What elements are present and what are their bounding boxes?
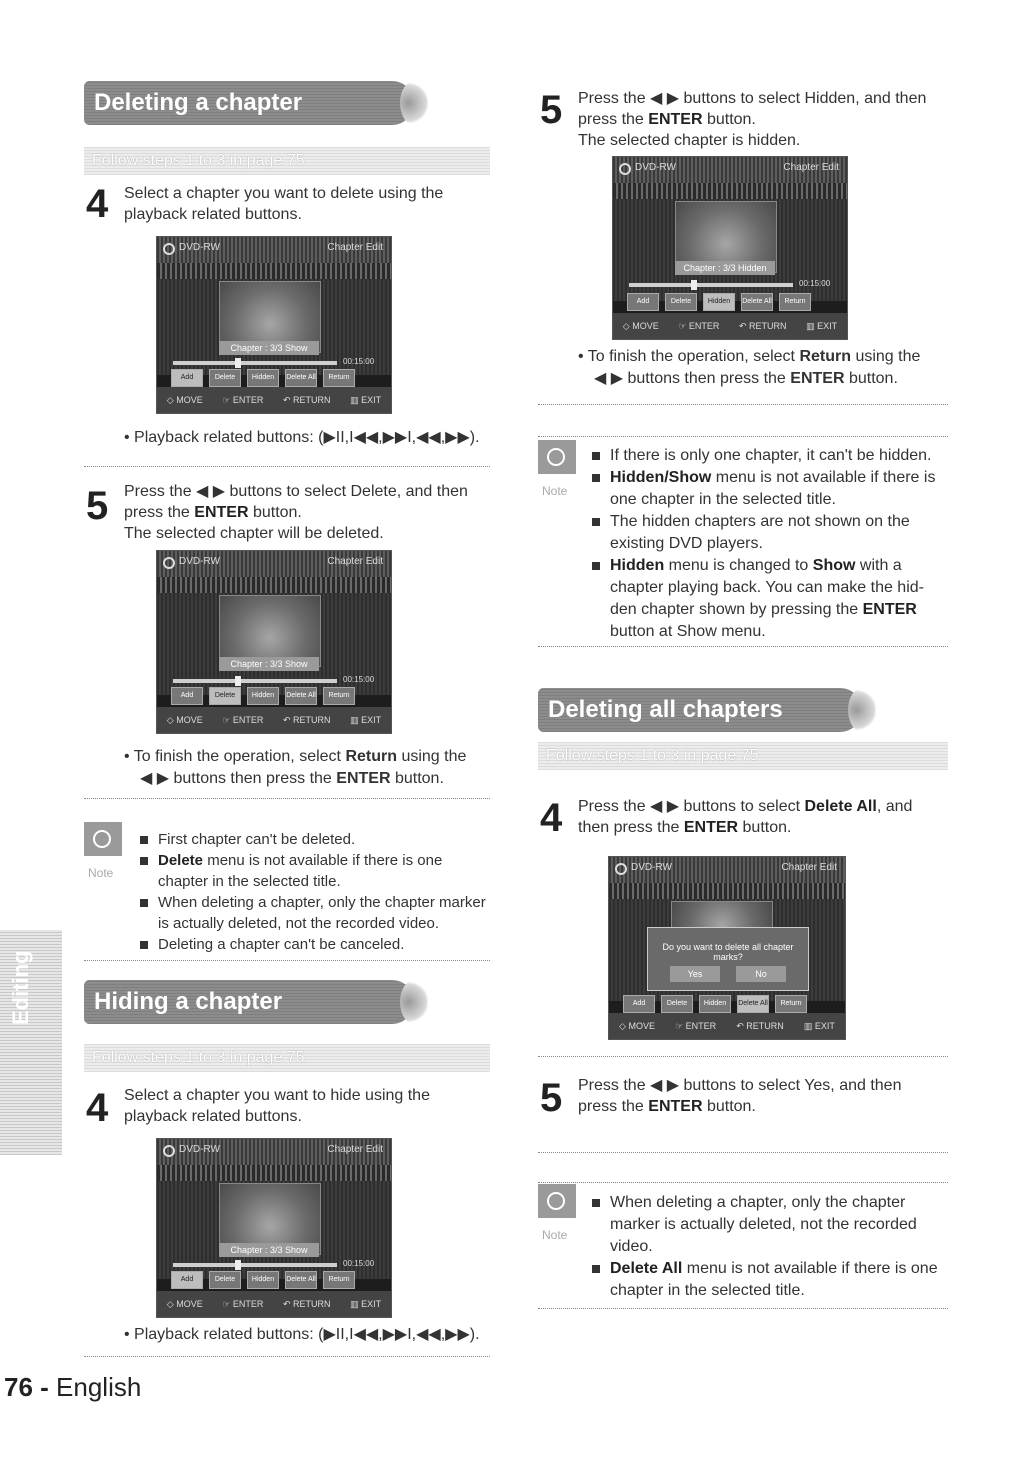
add-button[interactable]: Add bbox=[171, 687, 203, 705]
step-number: 5 bbox=[540, 88, 563, 132]
screen-footer bbox=[613, 313, 847, 339]
divider bbox=[538, 1056, 948, 1057]
text-bold: Return bbox=[345, 748, 397, 765]
hidden-button[interactable]: Hidden bbox=[247, 687, 279, 705]
bullet-playback-buttons: • Playback related buttons: (▶II,I◀◀,▶▶I,◀◀,▶▶). bbox=[124, 429, 480, 446]
return-button[interactable]: Return bbox=[323, 1271, 355, 1289]
screen-delete-step5 bbox=[156, 550, 392, 734]
side-tab-editing bbox=[0, 930, 62, 1155]
return-hint: ↶ RETURN bbox=[739, 320, 787, 331]
section-banner-hiding-chapter: Hiding a chapter bbox=[84, 980, 414, 1024]
bullet-playback-buttons: • Playback related buttons: (▶II,I◀◀,▶▶I,◀◀,▶▶). bbox=[124, 1326, 480, 1343]
step-line bbox=[578, 817, 958, 838]
bullet-finish bbox=[124, 746, 494, 790]
hidden-button[interactable]: Hidden bbox=[247, 369, 279, 387]
chapter-edit-buttons bbox=[171, 1271, 355, 1289]
section-subtitle: Follow steps 1 to 3 in page 75 bbox=[538, 742, 948, 770]
text-bold: Hidden bbox=[610, 557, 665, 574]
text-bold: Hidden/Show bbox=[610, 469, 712, 486]
divider bbox=[84, 798, 490, 799]
exit-hint: ▥ EXIT bbox=[350, 714, 382, 725]
step-line: Press the ◀ ▶ buttons to select Yes, and then bbox=[578, 1077, 902, 1094]
section-subtitle: Follow steps 1 to 3 in page 75 bbox=[84, 147, 490, 175]
step-text bbox=[578, 1075, 958, 1117]
text-fragment: press the bbox=[578, 111, 649, 128]
text-fragment: When deleting a chapter, only the chapter marker is actually deleted, not the recorded video. bbox=[610, 1194, 917, 1255]
screen-strip bbox=[157, 263, 391, 279]
disc-icon bbox=[163, 1145, 175, 1157]
screen-strip bbox=[609, 883, 845, 899]
note-icon bbox=[538, 1184, 576, 1218]
step-line bbox=[578, 796, 958, 817]
screen-hide-step5 bbox=[612, 156, 848, 340]
time-display: 00:15:00 bbox=[799, 279, 831, 288]
text-fragment: then press the bbox=[578, 819, 684, 836]
screen-strip bbox=[613, 183, 847, 199]
move-hint: ◇ MOVE bbox=[166, 394, 203, 405]
screen-header bbox=[613, 157, 847, 183]
screen-header bbox=[157, 237, 391, 263]
add-button[interactable]: Add bbox=[171, 369, 203, 387]
yes-button[interactable]: Yes bbox=[670, 966, 720, 982]
text-fragment: • To finish the operation, select bbox=[578, 348, 800, 365]
screen-title-left: DVD-RW bbox=[179, 242, 220, 253]
add-button[interactable]: Add bbox=[171, 1271, 203, 1289]
return-button[interactable]: Return bbox=[323, 687, 355, 705]
no-button[interactable]: No bbox=[736, 966, 786, 982]
note-item bbox=[140, 892, 492, 934]
step-number: 5 bbox=[86, 484, 109, 528]
note-label: Note bbox=[88, 866, 114, 880]
text-fragment: When deleting a chapter, only the chapter marker is actually deleted, not the recorded video. bbox=[158, 894, 486, 932]
return-hint: ↶ RETURN bbox=[283, 1298, 331, 1309]
text-fragment: using the bbox=[851, 348, 921, 365]
move-hint: ◇ MOVE bbox=[619, 1020, 655, 1031]
note-item bbox=[592, 467, 948, 511]
screen-title-right: Chapter Edit bbox=[783, 162, 839, 173]
step-line: Press the ◀ ▶ buttons to select Delete, and then bbox=[124, 483, 468, 500]
disc-icon bbox=[163, 557, 175, 569]
bullet-line bbox=[578, 346, 958, 368]
screen-header bbox=[157, 1139, 391, 1165]
chapter-edit-buttons bbox=[623, 995, 807, 1013]
text-fragment: button. bbox=[738, 819, 792, 836]
chapter-edit-buttons bbox=[627, 293, 811, 311]
screen-footer bbox=[609, 1013, 845, 1039]
exit-hint: ▥ EXIT bbox=[350, 394, 382, 405]
divider bbox=[538, 646, 948, 647]
step-line bbox=[578, 109, 958, 130]
divider bbox=[538, 1182, 948, 1183]
note-item bbox=[592, 511, 948, 555]
text-fragment: If there is only one chapter, it can't be hidden. bbox=[610, 447, 932, 464]
step-number: 4 bbox=[86, 182, 109, 226]
text-fragment: Deleting a chapter can't be canceled. bbox=[158, 936, 405, 953]
text-bold: Show bbox=[812, 557, 856, 574]
progress-bar bbox=[173, 361, 337, 365]
note-icon bbox=[538, 440, 576, 474]
delete-all-button[interactable]: Delete All bbox=[285, 1271, 317, 1289]
delete-all-button[interactable]: Delete All bbox=[741, 293, 773, 311]
screen-title-left: DVD-RW bbox=[179, 1144, 220, 1155]
text-fragment: button. bbox=[702, 1098, 756, 1115]
exit-hint: ▥ EXIT bbox=[350, 1298, 382, 1309]
screen-header bbox=[609, 857, 845, 883]
text-fragment: Press the ◀ ▶ buttons to select bbox=[578, 798, 805, 815]
text-bold: ENTER bbox=[194, 504, 249, 521]
chapter-caption: Chapter : 3/3 Show bbox=[219, 1243, 319, 1257]
bullet-line bbox=[124, 746, 494, 768]
text-fragment: press the bbox=[578, 1098, 649, 1115]
screen-title-right: Chapter Edit bbox=[327, 1144, 383, 1155]
text-fragment: menu is not available if there is one chapter in the selected title. bbox=[610, 1260, 938, 1299]
text-fragment: menu is changed to bbox=[664, 557, 813, 574]
add-button[interactable]: Add bbox=[627, 293, 659, 311]
progress-bar bbox=[173, 1263, 337, 1267]
enter-hint: ☞ ENTER bbox=[222, 394, 264, 405]
note-icon bbox=[84, 822, 122, 856]
disc-icon bbox=[619, 163, 631, 175]
divider bbox=[84, 466, 490, 467]
confirm-dialog bbox=[647, 927, 809, 991]
step-text bbox=[578, 796, 958, 838]
delete-button[interactable]: Delete bbox=[209, 1271, 241, 1289]
return-button[interactable]: Return bbox=[779, 293, 811, 311]
note-item bbox=[140, 850, 492, 892]
return-button[interactable]: Return bbox=[323, 369, 355, 387]
time-display: 00:15:00 bbox=[343, 1259, 375, 1268]
text-bold: ENTER bbox=[790, 370, 845, 387]
screen-strip bbox=[157, 577, 391, 593]
screen-title-left: DVD-RW bbox=[635, 162, 676, 173]
text-bold: Delete All bbox=[610, 1260, 683, 1277]
step-number: 4 bbox=[86, 1086, 109, 1130]
exit-hint: ▥ EXIT bbox=[803, 1020, 835, 1031]
hidden-button[interactable]: Hidden bbox=[699, 995, 731, 1013]
screen-delete-all bbox=[608, 856, 846, 1040]
return-hint: ↶ RETURN bbox=[736, 1020, 784, 1031]
page-language: English bbox=[56, 1372, 142, 1402]
section-banner-deleting-chapter: Deleting a chapter bbox=[84, 81, 414, 125]
progress-bar bbox=[173, 679, 337, 683]
time-display: 00:15:00 bbox=[343, 675, 375, 684]
text-bold: ENTER bbox=[336, 770, 391, 787]
chapter-edit-buttons bbox=[171, 369, 355, 387]
step-line: The selected chapter is hidden. bbox=[578, 132, 801, 149]
note-label: Note bbox=[542, 484, 568, 498]
note-item bbox=[140, 829, 492, 850]
enter-hint: ☞ ENTER bbox=[675, 1020, 717, 1031]
divider bbox=[84, 960, 490, 961]
disc-icon bbox=[163, 243, 175, 255]
return-hint: ↶ RETURN bbox=[283, 394, 331, 405]
exit-hint: ▥ EXIT bbox=[806, 320, 838, 331]
text-fragment: menu is not available if there is one chapter in the selected title. bbox=[610, 469, 936, 508]
delete-all-button[interactable]: Delete All bbox=[737, 995, 769, 1013]
step-number: 5 bbox=[540, 1076, 563, 1120]
text-bold: ENTER bbox=[648, 111, 703, 128]
step-text: Select a chapter you want to hide using the playback related buttons. bbox=[124, 1087, 430, 1125]
text-bold: ENTER bbox=[648, 1098, 703, 1115]
screen-header bbox=[157, 551, 391, 577]
hidden-button[interactable]: Hidden bbox=[247, 1271, 279, 1289]
divider bbox=[84, 1356, 490, 1357]
screen-title-right: Chapter Edit bbox=[781, 862, 837, 873]
screen-title-left: DVD-RW bbox=[179, 556, 220, 567]
divider bbox=[538, 1152, 948, 1153]
delete-all-button[interactable]: Delete All bbox=[285, 369, 317, 387]
bullet-line bbox=[124, 768, 494, 790]
screen-title-left: DVD-RW bbox=[631, 862, 672, 873]
screen-strip bbox=[157, 1165, 391, 1181]
text-fragment: , and bbox=[876, 798, 913, 815]
text-fragment: menu is not available if there is one chapter in the selected title. bbox=[158, 852, 443, 890]
delete-button[interactable]: Delete bbox=[209, 687, 241, 705]
add-button[interactable]: Add bbox=[623, 995, 655, 1013]
text-fragment: button. bbox=[390, 770, 444, 787]
screen-footer bbox=[157, 387, 391, 413]
hidden-button[interactable]: Hidden bbox=[703, 293, 735, 311]
text-fragment: button. bbox=[844, 370, 898, 387]
text-fragment: button at Show menu. bbox=[610, 623, 766, 640]
step-line bbox=[578, 1096, 958, 1117]
progress-bar bbox=[629, 283, 793, 287]
text-fragment: ◀ ▶ buttons then press the bbox=[140, 770, 337, 787]
step-text: Select a chapter you want to delete using the playback related buttons. bbox=[124, 185, 444, 223]
text-fragment: button. bbox=[702, 111, 756, 128]
divider bbox=[538, 404, 948, 405]
text-fragment: First chapter can't be deleted. bbox=[158, 831, 356, 848]
time-display: 00:15:00 bbox=[343, 357, 375, 366]
enter-hint: ☞ ENTER bbox=[222, 714, 264, 725]
step-number: 4 bbox=[540, 796, 563, 840]
text-fragment: with a chapter playing back. You can make the hid-den chapter shown by pressing the bbox=[610, 557, 924, 618]
note-label: Note bbox=[542, 1228, 568, 1242]
bullet-line bbox=[578, 368, 958, 390]
note-list bbox=[592, 1192, 948, 1302]
note-item bbox=[592, 555, 948, 643]
delete-all-button[interactable]: Delete All bbox=[285, 687, 317, 705]
page-footer bbox=[4, 1372, 141, 1403]
section-banner-deleting-all: Deleting all chapters bbox=[538, 688, 862, 732]
text-fragment: ◀ ▶ buttons then press the bbox=[594, 370, 791, 387]
note-item bbox=[592, 445, 948, 467]
move-hint: ◇ MOVE bbox=[166, 714, 203, 725]
step-line: Press the ◀ ▶ buttons to select Hidden, and then bbox=[578, 90, 927, 107]
delete-button[interactable]: Delete bbox=[209, 369, 241, 387]
note-item bbox=[592, 1258, 948, 1302]
text-fragment: The hidden chapters are not shown on the existing DVD players. bbox=[610, 513, 910, 552]
text-bold: Return bbox=[799, 348, 851, 365]
return-button[interactable]: Return bbox=[775, 995, 807, 1013]
dialog-question: Do you want to delete all chapter marks? bbox=[662, 942, 794, 962]
chapter-edit-buttons bbox=[171, 687, 355, 705]
text-fragment: using the bbox=[397, 748, 467, 765]
enter-hint: ☞ ENTER bbox=[678, 320, 720, 331]
divider bbox=[538, 436, 948, 437]
step-line: The selected chapter will be deleted. bbox=[124, 525, 384, 542]
note-item bbox=[592, 1192, 948, 1258]
screen-title-right: Chapter Edit bbox=[327, 556, 383, 567]
chapter-caption: Chapter : 3/3 Show bbox=[219, 341, 319, 355]
text-fragment: press the bbox=[124, 504, 195, 521]
text-bold: ENTER bbox=[683, 819, 739, 836]
screen-footer bbox=[157, 1291, 391, 1317]
divider bbox=[538, 1308, 948, 1309]
note-list bbox=[592, 445, 948, 643]
move-hint: ◇ MOVE bbox=[622, 320, 659, 331]
disc-icon bbox=[615, 863, 627, 875]
chapter-caption: Chapter : 3/3 Hidden bbox=[675, 261, 775, 275]
delete-button[interactable]: Delete bbox=[665, 293, 697, 311]
note-list bbox=[140, 829, 492, 955]
step-text bbox=[124, 481, 494, 544]
chapter-caption: Chapter : 3/3 Show bbox=[219, 657, 319, 671]
screen-title-right: Chapter Edit bbox=[327, 242, 383, 253]
screen-hide-step4 bbox=[156, 1138, 392, 1318]
section-subtitle: Follow steps 1 to 3 in page 75 bbox=[84, 1044, 490, 1072]
note-item bbox=[140, 934, 492, 955]
enter-hint: ☞ ENTER bbox=[222, 1298, 264, 1309]
text-bold: Delete All bbox=[804, 798, 877, 815]
return-hint: ↶ RETURN bbox=[283, 714, 331, 725]
text-bold: Delete bbox=[158, 852, 204, 869]
side-tab-label: Editing bbox=[8, 950, 33, 1025]
text-bold: ENTER bbox=[862, 601, 917, 618]
bullet-finish bbox=[578, 346, 958, 390]
move-hint: ◇ MOVE bbox=[166, 1298, 203, 1309]
page-number: 76 - bbox=[4, 1372, 49, 1402]
delete-button[interactable]: Delete bbox=[661, 995, 693, 1013]
screen-footer bbox=[157, 707, 391, 733]
text-fragment: button. bbox=[248, 504, 302, 521]
text-fragment: • To finish the operation, select bbox=[124, 748, 346, 765]
step-line bbox=[124, 502, 494, 523]
step-text bbox=[578, 88, 958, 151]
screen-delete-step4 bbox=[156, 236, 392, 414]
